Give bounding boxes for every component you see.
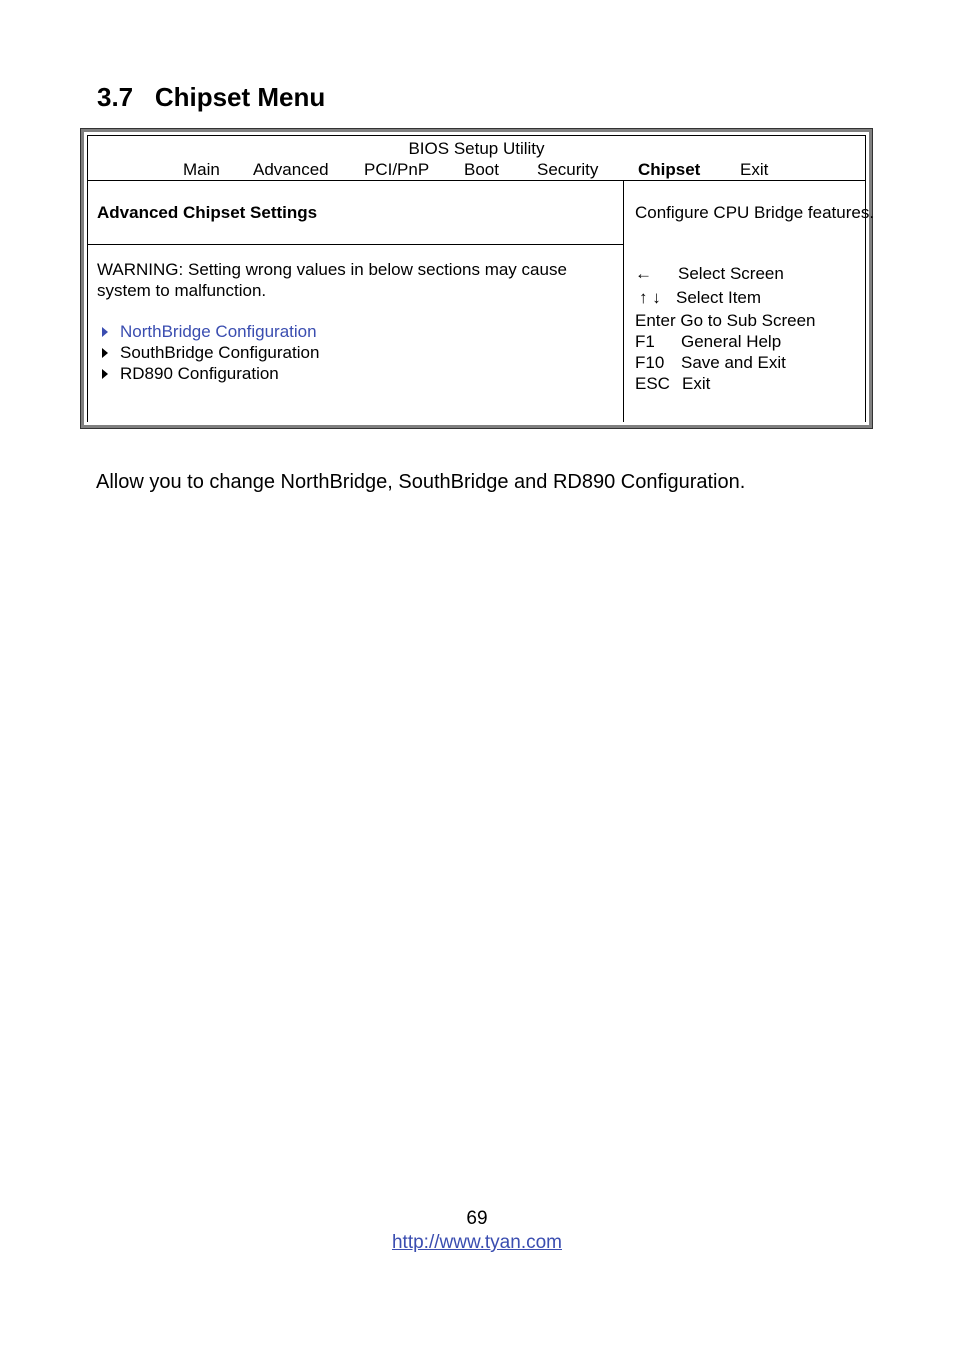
tab-exit[interactable]: Exit <box>740 160 769 179</box>
settings-heading-area <box>88 181 623 245</box>
website-link[interactable]: http://www.tyan.com <box>391 1232 562 1253</box>
section-number: 3.7 <box>97 82 134 112</box>
tab-security[interactable]: Security <box>537 160 599 179</box>
bios-screen <box>81 129 875 428</box>
key-action: Exit <box>682 374 711 393</box>
key-name: F10 <box>635 353 665 372</box>
section-heading: Chipset Menu <box>154 82 326 112</box>
key-action: Save and Exit <box>681 353 786 372</box>
left-arrow-icon: ← <box>635 264 652 283</box>
tab-boot[interactable]: Boot <box>464 160 499 179</box>
submenu-list <box>97 321 319 384</box>
key-legend-row <box>635 353 786 373</box>
section-title <box>97 82 325 113</box>
key-name: ESC <box>635 374 670 393</box>
submenu-label: NorthBridge Configuration <box>120 322 317 341</box>
tab-chipset[interactable]: Chipset <box>638 160 701 179</box>
warning-text: WARNING: Setting wrong values in below sections may cause system to malfunction. <box>97 260 567 300</box>
submenu-southbridge[interactable] <box>97 342 319 363</box>
submenu-label: RD890 Configuration <box>120 364 279 383</box>
key-legend-row <box>635 288 761 308</box>
settings-panel <box>88 181 624 422</box>
bios-frame <box>87 135 875 422</box>
triangle-right-icon <box>102 369 108 379</box>
section-caption: Allow you to change NorthBridge, SouthBridge and RD890 Configuration. <box>96 471 746 493</box>
key-legend-row <box>635 374 710 394</box>
submenu-rd890[interactable] <box>97 363 319 384</box>
key-action: Go to Sub Screen <box>680 311 816 330</box>
key-legend-row <box>635 332 781 352</box>
triangle-right-icon <box>102 327 108 337</box>
key-name: F1 <box>635 332 655 351</box>
key-action: Select Item <box>676 288 762 307</box>
bios-header <box>88 136 865 181</box>
settings-heading: Advanced Chipset Settings <box>97 203 318 222</box>
triangle-right-icon <box>102 348 108 358</box>
help-text: Configure CPU Bridge features. <box>635 203 875 222</box>
key-name: Enter <box>635 311 676 330</box>
submenu-label: SouthBridge Configuration <box>120 343 320 362</box>
tab-advanced[interactable]: Advanced <box>253 160 329 179</box>
footer-link-container <box>0 1232 954 1254</box>
up-down-arrows-icon: ↑ ↓ <box>639 288 661 307</box>
tab-pci-pnp[interactable]: PCI/PnP <box>364 160 430 179</box>
key-legend-row <box>635 311 816 331</box>
page-number: 69 <box>466 1208 488 1229</box>
tab-main[interactable]: Main <box>183 160 220 179</box>
submenu-northbridge[interactable] <box>97 321 319 342</box>
key-legend-row <box>635 264 784 284</box>
key-action: Select Screen <box>678 264 784 283</box>
bios-title: BIOS Setup Utility <box>408 139 545 158</box>
key-action: General Help <box>681 332 782 351</box>
